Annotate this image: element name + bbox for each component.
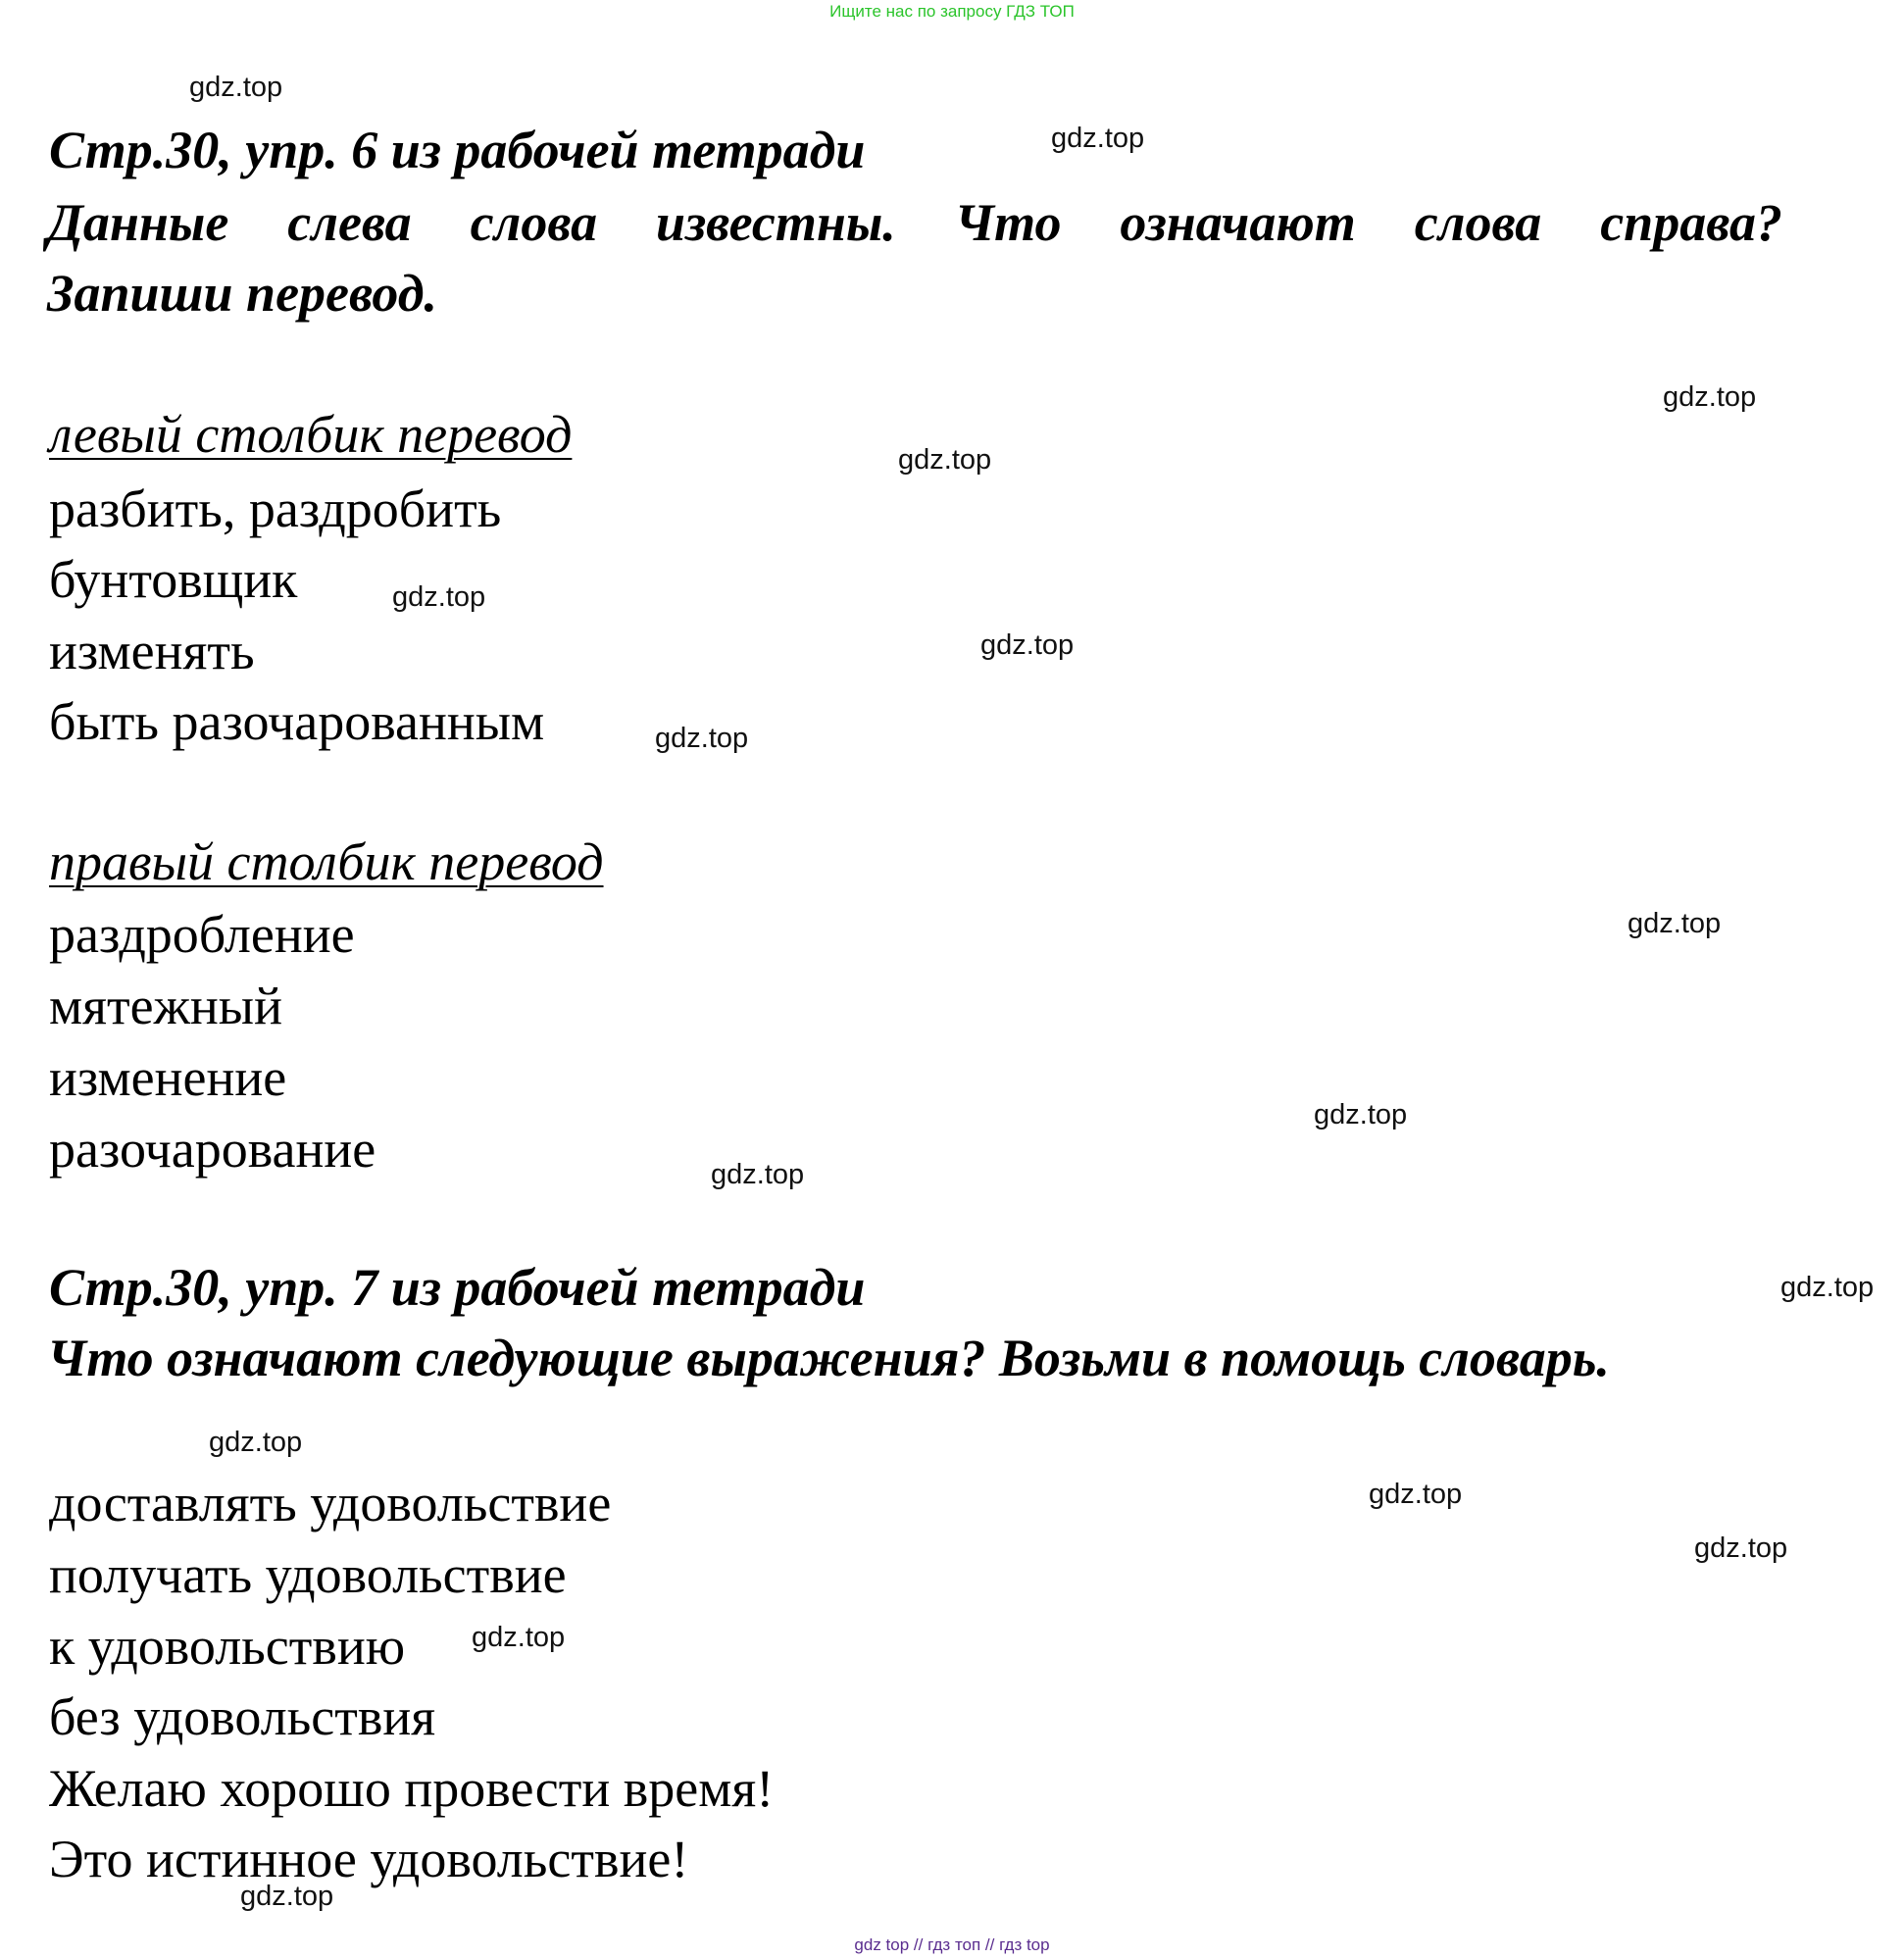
watermark: gdz.top: [1051, 123, 1145, 154]
watermark: gdz.top: [472, 1622, 566, 1653]
watermark: gdz.top: [898, 444, 992, 476]
watermark: gdz.top: [1314, 1099, 1408, 1130]
watermark: gdz.top: [1628, 908, 1722, 939]
instruction-word: Данные: [47, 193, 229, 252]
watermark: gdz.top: [392, 581, 486, 613]
instruction-word: слева: [287, 193, 412, 252]
expression-item: получать удовольствие: [49, 1545, 567, 1604]
watermark: gdz.top: [711, 1159, 805, 1190]
watermark: gdz.top: [1369, 1479, 1463, 1510]
instruction-word: означают: [1120, 193, 1356, 252]
exercise-6-instruction: [47, 192, 1782, 253]
instruction-word: Что: [954, 193, 1062, 252]
watermark: gdz.top: [189, 72, 283, 103]
instruction-word: слова: [470, 193, 598, 252]
right-column-item: разочарование: [49, 1120, 376, 1179]
watermark: gdz.top: [1780, 1272, 1875, 1303]
instruction-word: известны.: [656, 193, 896, 252]
expression-item: к удовольствию: [49, 1617, 406, 1676]
right-column-label: правый столбик перевод: [49, 832, 604, 891]
watermark: gdz.top: [1663, 381, 1757, 413]
watermark: gdz.top: [209, 1427, 303, 1458]
watermark: gdz.top: [980, 629, 1075, 661]
exercise-7-instruction: Что означают следующие выражения? Возьми в помощь словарь.: [47, 1329, 1610, 1387]
watermark: gdz.top: [240, 1881, 334, 1912]
expression-item: доставлять удовольствие: [49, 1474, 612, 1532]
watermark: gdz.top: [655, 723, 749, 754]
expression-item: Это истинное удовольствие!: [49, 1830, 689, 1888]
left-column-item: разбить, раздробить: [49, 479, 502, 538]
top-banner: Ищите нас по запросу ГДЗ ТОП: [829, 2, 1075, 21]
footer: gdz top // гдз топ // гдз top: [854, 1935, 1050, 1954]
instruction-word: слова: [1414, 193, 1542, 252]
left-column-item: изменять: [49, 622, 255, 680]
exercise-7-title: Стр.30, упр. 7 из рабочей тетради: [49, 1258, 866, 1317]
left-column-item: быть разочарованным: [49, 692, 545, 751]
right-column-item: раздробление: [49, 905, 355, 964]
right-column-item: мятежный: [49, 977, 282, 1035]
exercise-6-instruction-line-2: Запиши перевод.: [47, 264, 438, 323]
left-column-item: бунтовщик: [49, 550, 298, 609]
instruction-word: справа?: [1600, 193, 1782, 252]
left-column-label: левый столбик перевод: [49, 405, 573, 464]
expression-item: Желаю хорошо провести время!: [49, 1759, 775, 1818]
watermark: gdz.top: [1694, 1532, 1788, 1564]
exercise-6-title: Стр.30, упр. 6 из рабочей тетради: [49, 121, 866, 179]
expression-item: без удовольствия: [49, 1687, 436, 1746]
right-column-item: изменение: [49, 1048, 287, 1107]
